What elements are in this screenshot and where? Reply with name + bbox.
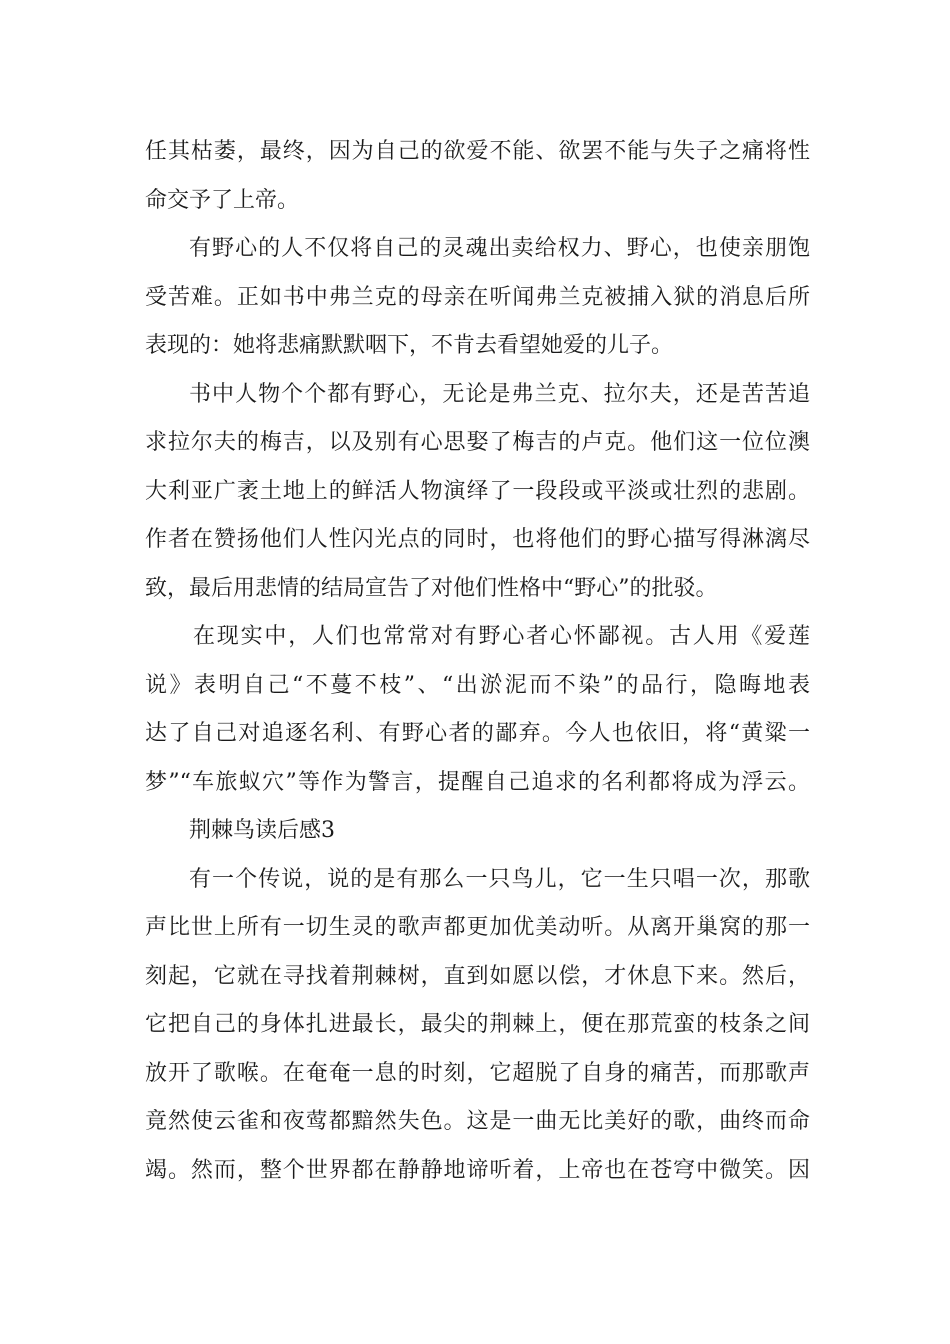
- text-line: 在现实中，人们也常常对有野心者心怀鄙视。古人用《爱莲: [193, 624, 810, 649]
- text-line: 梦”“车旅蚁穴”等作为警言，提醒自己追求的名利都将成为浮云。: [145, 769, 810, 795]
- text-line: 致，最后用悲情的结局宣告了对他们性格中“野心”的批驳。: [145, 575, 718, 601]
- text-line: 有野心的人不仅将自己的灵魂出卖给权力、野心，也使亲朋饱: [189, 236, 810, 261]
- text-line: 有一个传说，说的是有那么一只鸟儿，它一生只唱一次，那歌: [189, 866, 810, 892]
- text-line: 放开了歌喉。在奄奄一息的时刻，它超脱了自身的痛苦，而那歌声: [145, 1060, 810, 1086]
- text-line: 竟然使云雀和夜莺都黯然失色。这是一曲无比美好的歌，曲终而命: [145, 1109, 810, 1134]
- text-line: 作者在赞扬他们人性闪光点的同时，也将他们的野心描写得淋漓尽: [145, 527, 810, 552]
- text-line: 达了自己对追逐名利、有野心者的鄙弃。今人也依旧，将“黄粱一: [145, 721, 810, 746]
- text-line: 刻起，它就在寻找着荆棘树，直到如愿以偿，才休息下来。然后，: [145, 963, 810, 989]
- text-line: 声比世上所有一切生灵的歌声都更加优美动听。从离开巢窝的那一: [145, 915, 810, 940]
- text-line: 任其枯萎，最终，因为自己的欲爱不能、欲罢不能与失子之痛将性: [145, 139, 810, 164]
- section-heading: 荆棘鸟读后感3: [189, 818, 335, 843]
- text-line: 它把自己的身体扎进最长，最尖的荆棘上，便在那荒蛮的枝条之间: [145, 1012, 810, 1037]
- text-line: 求拉尔夫的梅吉，以及别有心思娶了梅吉的卢克。他们这一位位澳: [145, 430, 810, 455]
- document-page: [145, 128, 810, 1195]
- text-line: 受苦难。正如书中弗兰克的母亲在听闻弗兰克被捕入狱的消息后所: [145, 284, 810, 310]
- text-line: 表现的：她将悲痛默默咽下，不肯去看望她爱的儿子。: [145, 333, 674, 358]
- text-line: 说》表明自己“不蔓不枝”、“出淤泥而不染”的品行，隐晦地表: [145, 672, 810, 698]
- text-line: 竭。然而，整个世界都在静静地谛听着，上帝也在苍穹中微笑。因: [145, 1157, 810, 1183]
- text-line: 书中人物个个都有野心，无论是弗兰克、拉尔夫，还是苦苦追: [189, 381, 810, 407]
- text-line: 命交予了上帝。: [145, 187, 300, 213]
- text-line: 大利亚广袤土地上的鲜活人物演绎了一段段或平淡或壮烈的悲剧。: [145, 478, 810, 504]
